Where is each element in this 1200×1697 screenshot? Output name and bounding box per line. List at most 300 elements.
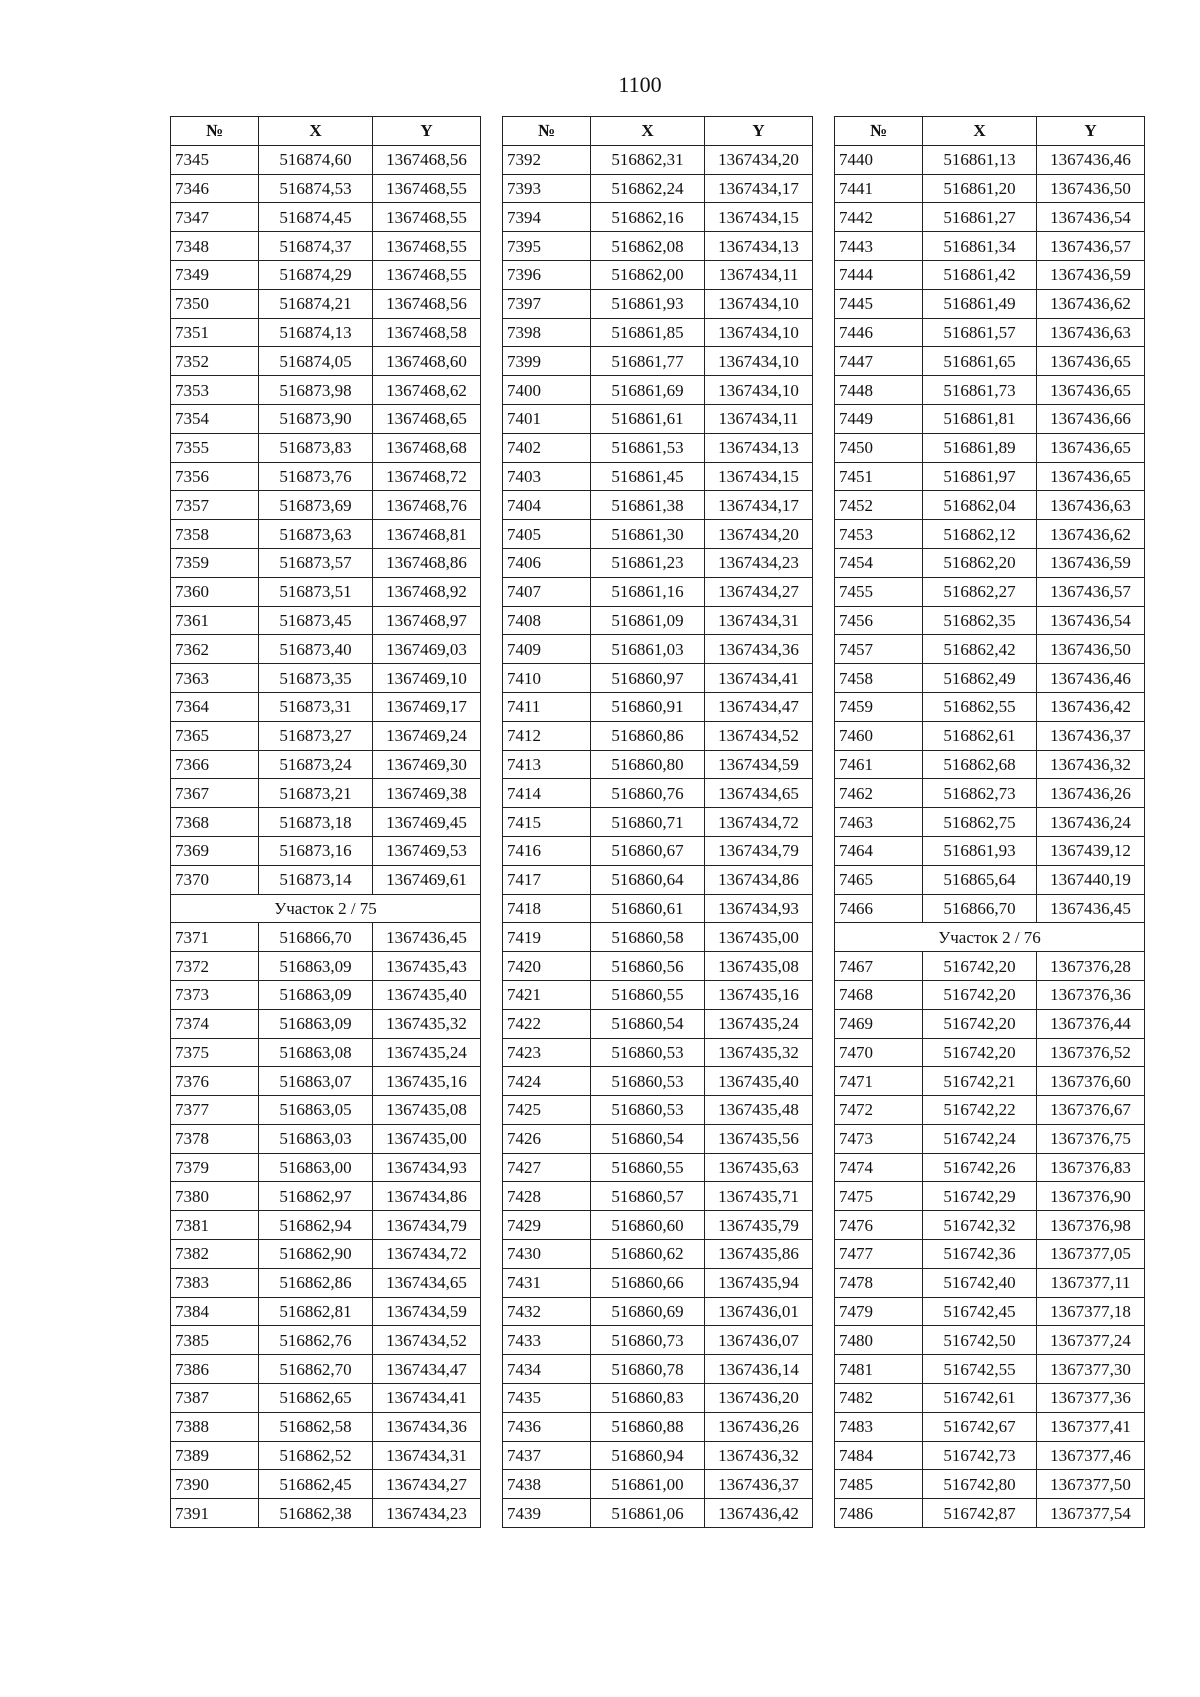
x-coordinate-cell: 516861,34	[923, 232, 1037, 261]
y-coordinate-cell: 1367468,56	[373, 145, 481, 174]
point-number-cell: 7395	[503, 232, 591, 261]
y-coordinate-cell: 1367435,00	[705, 923, 813, 952]
x-coordinate-cell: 516862,20	[923, 548, 1037, 577]
point-number-cell: 7457	[835, 635, 923, 664]
y-coordinate-cell: 1367468,56	[373, 289, 481, 318]
point-number-cell: 7454	[835, 548, 923, 577]
x-coordinate-cell: 516873,35	[259, 664, 373, 693]
header-y: Y	[705, 117, 813, 146]
point-number-cell: 7382	[171, 1240, 259, 1269]
x-coordinate-cell: 516742,32	[923, 1211, 1037, 1240]
point-number-cell: 7404	[503, 491, 591, 520]
point-number-cell: 7450	[835, 433, 923, 462]
x-coordinate-cell: 516862,68	[923, 750, 1037, 779]
y-coordinate-cell: 1367436,59	[1037, 260, 1145, 289]
point-number-cell: 7368	[171, 808, 259, 837]
table-row	[503, 1297, 813, 1326]
point-number-cell: 7442	[835, 203, 923, 232]
point-number-cell: 7385	[171, 1326, 259, 1355]
table-row	[835, 174, 1145, 203]
point-number-cell: 7435	[503, 1384, 591, 1413]
x-coordinate-cell: 516862,38	[259, 1499, 373, 1528]
y-coordinate-cell: 1367468,92	[373, 577, 481, 606]
x-coordinate-cell: 516860,83	[591, 1384, 705, 1413]
y-coordinate-cell: 1367434,31	[373, 1441, 481, 1470]
y-coordinate-cell: 1367468,68	[373, 433, 481, 462]
table-row	[835, 1038, 1145, 1067]
x-coordinate-cell: 516742,22	[923, 1096, 1037, 1125]
table-row	[503, 779, 813, 808]
table-row	[171, 1297, 481, 1326]
point-number-cell: 7348	[171, 232, 259, 261]
point-number-cell: 7484	[835, 1441, 923, 1470]
point-number-cell: 7416	[503, 836, 591, 865]
table-row	[171, 1499, 481, 1528]
y-coordinate-cell: 1367435,32	[373, 1009, 481, 1038]
point-number-cell: 7362	[171, 635, 259, 664]
x-coordinate-cell: 516861,93	[923, 836, 1037, 865]
x-coordinate-cell: 516861,85	[591, 318, 705, 347]
x-coordinate-cell: 516861,61	[591, 404, 705, 433]
y-coordinate-cell: 1367436,57	[1037, 577, 1145, 606]
point-number-cell: 7418	[503, 894, 591, 923]
y-coordinate-cell: 1367468,65	[373, 404, 481, 433]
y-coordinate-cell: 1367434,65	[705, 779, 813, 808]
table-row	[171, 1009, 481, 1038]
point-number-cell: 7483	[835, 1412, 923, 1441]
x-coordinate-cell: 516874,53	[259, 174, 373, 203]
x-coordinate-cell: 516873,63	[259, 520, 373, 549]
x-coordinate-cell: 516874,60	[259, 145, 373, 174]
x-coordinate-cell: 516860,60	[591, 1211, 705, 1240]
table-row	[171, 1441, 481, 1470]
table-row	[503, 1240, 813, 1269]
point-number-cell: 7387	[171, 1384, 259, 1413]
point-number-cell: 7359	[171, 548, 259, 577]
table-row	[503, 260, 813, 289]
table-row	[835, 980, 1145, 1009]
table-row	[503, 692, 813, 721]
point-number-cell: 7408	[503, 606, 591, 635]
y-coordinate-cell: 1367436,50	[1037, 174, 1145, 203]
point-number-cell: 7353	[171, 376, 259, 405]
table-row	[835, 376, 1145, 405]
table-row	[171, 520, 481, 549]
point-number-cell: 7366	[171, 750, 259, 779]
y-coordinate-cell: 1367434,52	[705, 721, 813, 750]
x-coordinate-cell: 516742,87	[923, 1499, 1037, 1528]
table-row	[503, 606, 813, 635]
y-coordinate-cell: 1367436,54	[1037, 203, 1145, 232]
table-row	[171, 606, 481, 635]
point-number-cell: 7427	[503, 1153, 591, 1182]
y-coordinate-cell: 1367434,11	[705, 404, 813, 433]
y-coordinate-cell: 1367434,86	[705, 865, 813, 894]
point-number-cell: 7451	[835, 462, 923, 491]
table-row	[171, 836, 481, 865]
header-x: X	[259, 117, 373, 146]
point-number-cell: 7413	[503, 750, 591, 779]
table-row	[503, 318, 813, 347]
x-coordinate-cell: 516862,61	[923, 721, 1037, 750]
x-coordinate-cell: 516873,40	[259, 635, 373, 664]
table-row	[835, 260, 1145, 289]
y-coordinate-cell: 1367468,60	[373, 347, 481, 376]
y-coordinate-cell: 1367376,60	[1037, 1067, 1145, 1096]
x-coordinate-cell: 516874,21	[259, 289, 373, 318]
point-number-cell: 7438	[503, 1470, 591, 1499]
x-coordinate-cell: 516742,36	[923, 1240, 1037, 1269]
point-number-cell: 7449	[835, 404, 923, 433]
y-coordinate-cell: 1367434,93	[373, 1153, 481, 1182]
table-row	[835, 1096, 1145, 1125]
y-coordinate-cell: 1367436,65	[1037, 376, 1145, 405]
point-number-cell: 7439	[503, 1499, 591, 1528]
table-row	[503, 174, 813, 203]
x-coordinate-cell: 516865,64	[923, 865, 1037, 894]
x-coordinate-cell: 516861,23	[591, 548, 705, 577]
y-coordinate-cell: 1367434,13	[705, 232, 813, 261]
point-number-cell: 7349	[171, 260, 259, 289]
x-coordinate-cell: 516861,03	[591, 635, 705, 664]
table-row	[835, 203, 1145, 232]
table-row	[171, 318, 481, 347]
x-coordinate-cell: 516861,77	[591, 347, 705, 376]
header-x: X	[923, 117, 1037, 146]
x-coordinate-cell: 516861,81	[923, 404, 1037, 433]
table-row	[835, 404, 1145, 433]
point-number-cell: 7394	[503, 203, 591, 232]
y-coordinate-cell: 1367436,46	[1037, 145, 1145, 174]
x-coordinate-cell: 516861,73	[923, 376, 1037, 405]
x-coordinate-cell: 516862,76	[259, 1326, 373, 1355]
x-coordinate-cell: 516742,21	[923, 1067, 1037, 1096]
y-coordinate-cell: 1367434,79	[705, 836, 813, 865]
point-number-cell: 7425	[503, 1096, 591, 1125]
point-number-cell: 7365	[171, 721, 259, 750]
y-coordinate-cell: 1367436,26	[1037, 779, 1145, 808]
x-coordinate-cell: 516742,20	[923, 1038, 1037, 1067]
point-number-cell: 7373	[171, 980, 259, 1009]
x-coordinate-cell: 516873,57	[259, 548, 373, 577]
table-row	[835, 462, 1145, 491]
y-coordinate-cell: 1367435,16	[705, 980, 813, 1009]
point-number-cell: 7405	[503, 520, 591, 549]
y-coordinate-cell: 1367436,07	[705, 1326, 813, 1355]
point-number-cell: 7377	[171, 1096, 259, 1125]
x-coordinate-cell: 516861,49	[923, 289, 1037, 318]
table-row	[171, 721, 481, 750]
y-coordinate-cell: 1367436,37	[1037, 721, 1145, 750]
point-number-cell: 7469	[835, 1009, 923, 1038]
x-coordinate-cell: 516874,05	[259, 347, 373, 376]
table-row	[171, 779, 481, 808]
point-number-cell: 7481	[835, 1355, 923, 1384]
y-coordinate-cell: 1367468,72	[373, 462, 481, 491]
x-coordinate-cell: 516866,70	[259, 923, 373, 952]
point-number-cell: 7371	[171, 923, 259, 952]
y-coordinate-cell: 1367435,56	[705, 1124, 813, 1153]
point-number-cell: 7386	[171, 1355, 259, 1384]
table-row	[503, 376, 813, 405]
y-coordinate-cell: 1367434,65	[373, 1268, 481, 1297]
table-row	[503, 1009, 813, 1038]
point-number-cell: 7357	[171, 491, 259, 520]
table-row	[503, 1441, 813, 1470]
x-coordinate-cell: 516860,54	[591, 1124, 705, 1153]
table-row	[835, 520, 1145, 549]
point-number-cell: 7415	[503, 808, 591, 837]
y-coordinate-cell: 1367468,86	[373, 548, 481, 577]
point-number-cell: 7358	[171, 520, 259, 549]
y-coordinate-cell: 1367434,52	[373, 1326, 481, 1355]
table-row	[503, 923, 813, 952]
table-row	[503, 520, 813, 549]
point-number-cell: 7456	[835, 606, 923, 635]
table-row	[503, 347, 813, 376]
point-number-cell: 7424	[503, 1067, 591, 1096]
y-coordinate-cell: 1367435,79	[705, 1211, 813, 1240]
table-row	[835, 606, 1145, 635]
header-y: Y	[1037, 117, 1145, 146]
y-coordinate-cell: 1367435,86	[705, 1240, 813, 1269]
point-number-cell: 7375	[171, 1038, 259, 1067]
x-coordinate-cell: 516861,65	[923, 347, 1037, 376]
header-y: Y	[373, 117, 481, 146]
point-number-cell: 7354	[171, 404, 259, 433]
table-row	[835, 779, 1145, 808]
x-coordinate-cell: 516862,52	[259, 1441, 373, 1470]
point-number-cell: 7414	[503, 779, 591, 808]
table-row	[171, 952, 481, 981]
x-coordinate-cell: 516860,53	[591, 1038, 705, 1067]
table-row	[835, 548, 1145, 577]
y-coordinate-cell: 1367440,19	[1037, 865, 1145, 894]
y-coordinate-cell: 1367435,16	[373, 1067, 481, 1096]
section-row	[835, 923, 1145, 952]
table-row	[171, 1096, 481, 1125]
coordinates-table-3	[834, 116, 1145, 1528]
point-number-cell: 7431	[503, 1268, 591, 1297]
x-coordinate-cell: 516860,55	[591, 1153, 705, 1182]
table-row	[835, 1268, 1145, 1297]
y-coordinate-cell: 1367435,63	[705, 1153, 813, 1182]
table-row	[503, 1412, 813, 1441]
point-number-cell: 7461	[835, 750, 923, 779]
y-coordinate-cell: 1367434,72	[373, 1240, 481, 1269]
table-row	[503, 1038, 813, 1067]
x-coordinate-cell: 516873,76	[259, 462, 373, 491]
point-number-cell: 7437	[503, 1441, 591, 1470]
table-row	[835, 232, 1145, 261]
x-coordinate-cell: 516862,55	[923, 692, 1037, 721]
x-coordinate-cell: 516873,98	[259, 376, 373, 405]
y-coordinate-cell: 1367377,46	[1037, 1441, 1145, 1470]
x-coordinate-cell: 516860,78	[591, 1355, 705, 1384]
x-coordinate-cell: 516873,18	[259, 808, 373, 837]
x-coordinate-cell: 516860,80	[591, 750, 705, 779]
table-row	[835, 721, 1145, 750]
y-coordinate-cell: 1367436,01	[705, 1297, 813, 1326]
table-row	[171, 462, 481, 491]
point-number-cell: 7409	[503, 635, 591, 664]
table-row	[835, 1470, 1145, 1499]
point-number-cell: 7402	[503, 433, 591, 462]
y-coordinate-cell: 1367469,45	[373, 808, 481, 837]
coordinates-table-2	[502, 116, 813, 1528]
table-row	[835, 1384, 1145, 1413]
x-coordinate-cell: 516862,75	[923, 808, 1037, 837]
y-coordinate-cell: 1367434,17	[705, 174, 813, 203]
y-coordinate-cell: 1367434,17	[705, 491, 813, 520]
x-coordinate-cell: 516861,00	[591, 1470, 705, 1499]
point-number-cell: 7367	[171, 779, 259, 808]
point-number-cell: 7430	[503, 1240, 591, 1269]
table-row	[835, 836, 1145, 865]
point-number-cell: 7419	[503, 923, 591, 952]
point-number-cell: 7445	[835, 289, 923, 318]
point-number-cell: 7372	[171, 952, 259, 981]
table-row	[171, 1211, 481, 1240]
y-coordinate-cell: 1367434,15	[705, 203, 813, 232]
point-number-cell: 7447	[835, 347, 923, 376]
table-row	[503, 1182, 813, 1211]
y-coordinate-cell: 1367435,08	[705, 952, 813, 981]
point-number-cell: 7476	[835, 1211, 923, 1240]
y-coordinate-cell: 1367436,42	[1037, 692, 1145, 721]
x-coordinate-cell: 516861,97	[923, 462, 1037, 491]
y-coordinate-cell: 1367436,59	[1037, 548, 1145, 577]
y-coordinate-cell: 1367377,41	[1037, 1412, 1145, 1441]
table-row	[503, 1326, 813, 1355]
point-number-cell: 7471	[835, 1067, 923, 1096]
point-number-cell: 7396	[503, 260, 591, 289]
point-number-cell: 7346	[171, 174, 259, 203]
point-number-cell: 7403	[503, 462, 591, 491]
x-coordinate-cell: 516860,69	[591, 1297, 705, 1326]
x-coordinate-cell: 516862,81	[259, 1297, 373, 1326]
y-coordinate-cell: 1367434,27	[373, 1470, 481, 1499]
table-row	[835, 894, 1145, 923]
x-coordinate-cell: 516860,76	[591, 779, 705, 808]
table-row	[171, 664, 481, 693]
x-coordinate-cell: 516860,91	[591, 692, 705, 721]
y-coordinate-cell: 1367434,27	[705, 577, 813, 606]
point-number-cell: 7452	[835, 491, 923, 520]
table-row	[171, 232, 481, 261]
point-number-cell: 7432	[503, 1297, 591, 1326]
x-coordinate-cell: 516742,80	[923, 1470, 1037, 1499]
table-row	[503, 1470, 813, 1499]
y-coordinate-cell: 1367469,61	[373, 865, 481, 894]
y-coordinate-cell: 1367377,54	[1037, 1499, 1145, 1528]
table-row	[835, 664, 1145, 693]
y-coordinate-cell: 1367434,10	[705, 318, 813, 347]
table-row	[503, 289, 813, 318]
x-coordinate-cell: 516742,67	[923, 1412, 1037, 1441]
table-row	[503, 750, 813, 779]
y-coordinate-cell: 1367468,55	[373, 203, 481, 232]
x-coordinate-cell: 516862,16	[591, 203, 705, 232]
y-coordinate-cell: 1367435,94	[705, 1268, 813, 1297]
point-number-cell: 7347	[171, 203, 259, 232]
x-coordinate-cell: 516863,00	[259, 1153, 373, 1182]
table-row	[503, 980, 813, 1009]
y-coordinate-cell: 1367434,23	[373, 1499, 481, 1528]
y-coordinate-cell: 1367434,47	[705, 692, 813, 721]
table-row	[171, 145, 481, 174]
table-row	[835, 1412, 1145, 1441]
point-number-cell: 7459	[835, 692, 923, 721]
x-coordinate-cell: 516862,42	[923, 635, 1037, 664]
table-row	[503, 462, 813, 491]
x-coordinate-cell: 516862,08	[591, 232, 705, 261]
table-row	[171, 692, 481, 721]
point-number-cell: 7472	[835, 1096, 923, 1125]
table-row	[171, 750, 481, 779]
x-coordinate-cell: 516742,55	[923, 1355, 1037, 1384]
section-row	[171, 894, 481, 923]
x-coordinate-cell: 516862,70	[259, 1355, 373, 1384]
table-row	[171, 347, 481, 376]
point-number-cell: 7434	[503, 1355, 591, 1384]
y-coordinate-cell: 1367436,50	[1037, 635, 1145, 664]
table-row	[835, 1067, 1145, 1096]
x-coordinate-cell: 516862,94	[259, 1211, 373, 1240]
point-number-cell: 7352	[171, 347, 259, 376]
y-coordinate-cell: 1367436,65	[1037, 347, 1145, 376]
x-coordinate-cell: 516873,16	[259, 836, 373, 865]
table-row	[171, 1384, 481, 1413]
table-row	[171, 1182, 481, 1211]
y-coordinate-cell: 1367435,48	[705, 1096, 813, 1125]
x-coordinate-cell: 516873,69	[259, 491, 373, 520]
point-number-cell: 7374	[171, 1009, 259, 1038]
point-number-cell: 7356	[171, 462, 259, 491]
table-row	[835, 491, 1145, 520]
table-row	[171, 1240, 481, 1269]
y-coordinate-cell: 1367436,65	[1037, 433, 1145, 462]
y-coordinate-cell: 1367469,03	[373, 635, 481, 664]
y-coordinate-cell: 1367469,10	[373, 664, 481, 693]
y-coordinate-cell: 1367434,41	[373, 1384, 481, 1413]
table-row	[171, 1412, 481, 1441]
point-number-cell: 7466	[835, 894, 923, 923]
point-number-cell: 7422	[503, 1009, 591, 1038]
table-row	[171, 289, 481, 318]
y-coordinate-cell: 1367434,93	[705, 894, 813, 923]
y-coordinate-cell: 1367435,43	[373, 952, 481, 981]
table-row	[503, 952, 813, 981]
table-row	[171, 577, 481, 606]
table-row	[835, 1326, 1145, 1355]
section-title: Участок 2 / 75	[171, 894, 481, 923]
point-number-cell: 7392	[503, 145, 591, 174]
table-row	[171, 404, 481, 433]
y-coordinate-cell: 1367436,57	[1037, 232, 1145, 261]
y-coordinate-cell: 1367436,63	[1037, 318, 1145, 347]
y-coordinate-cell: 1367436,62	[1037, 289, 1145, 318]
table-row	[171, 808, 481, 837]
x-coordinate-cell: 516742,24	[923, 1124, 1037, 1153]
x-coordinate-cell: 516873,21	[259, 779, 373, 808]
y-coordinate-cell: 1367435,32	[705, 1038, 813, 1067]
x-coordinate-cell: 516860,55	[591, 980, 705, 1009]
x-coordinate-cell: 516873,90	[259, 404, 373, 433]
table-row	[503, 865, 813, 894]
y-coordinate-cell: 1367435,24	[373, 1038, 481, 1067]
x-coordinate-cell: 516862,24	[591, 174, 705, 203]
